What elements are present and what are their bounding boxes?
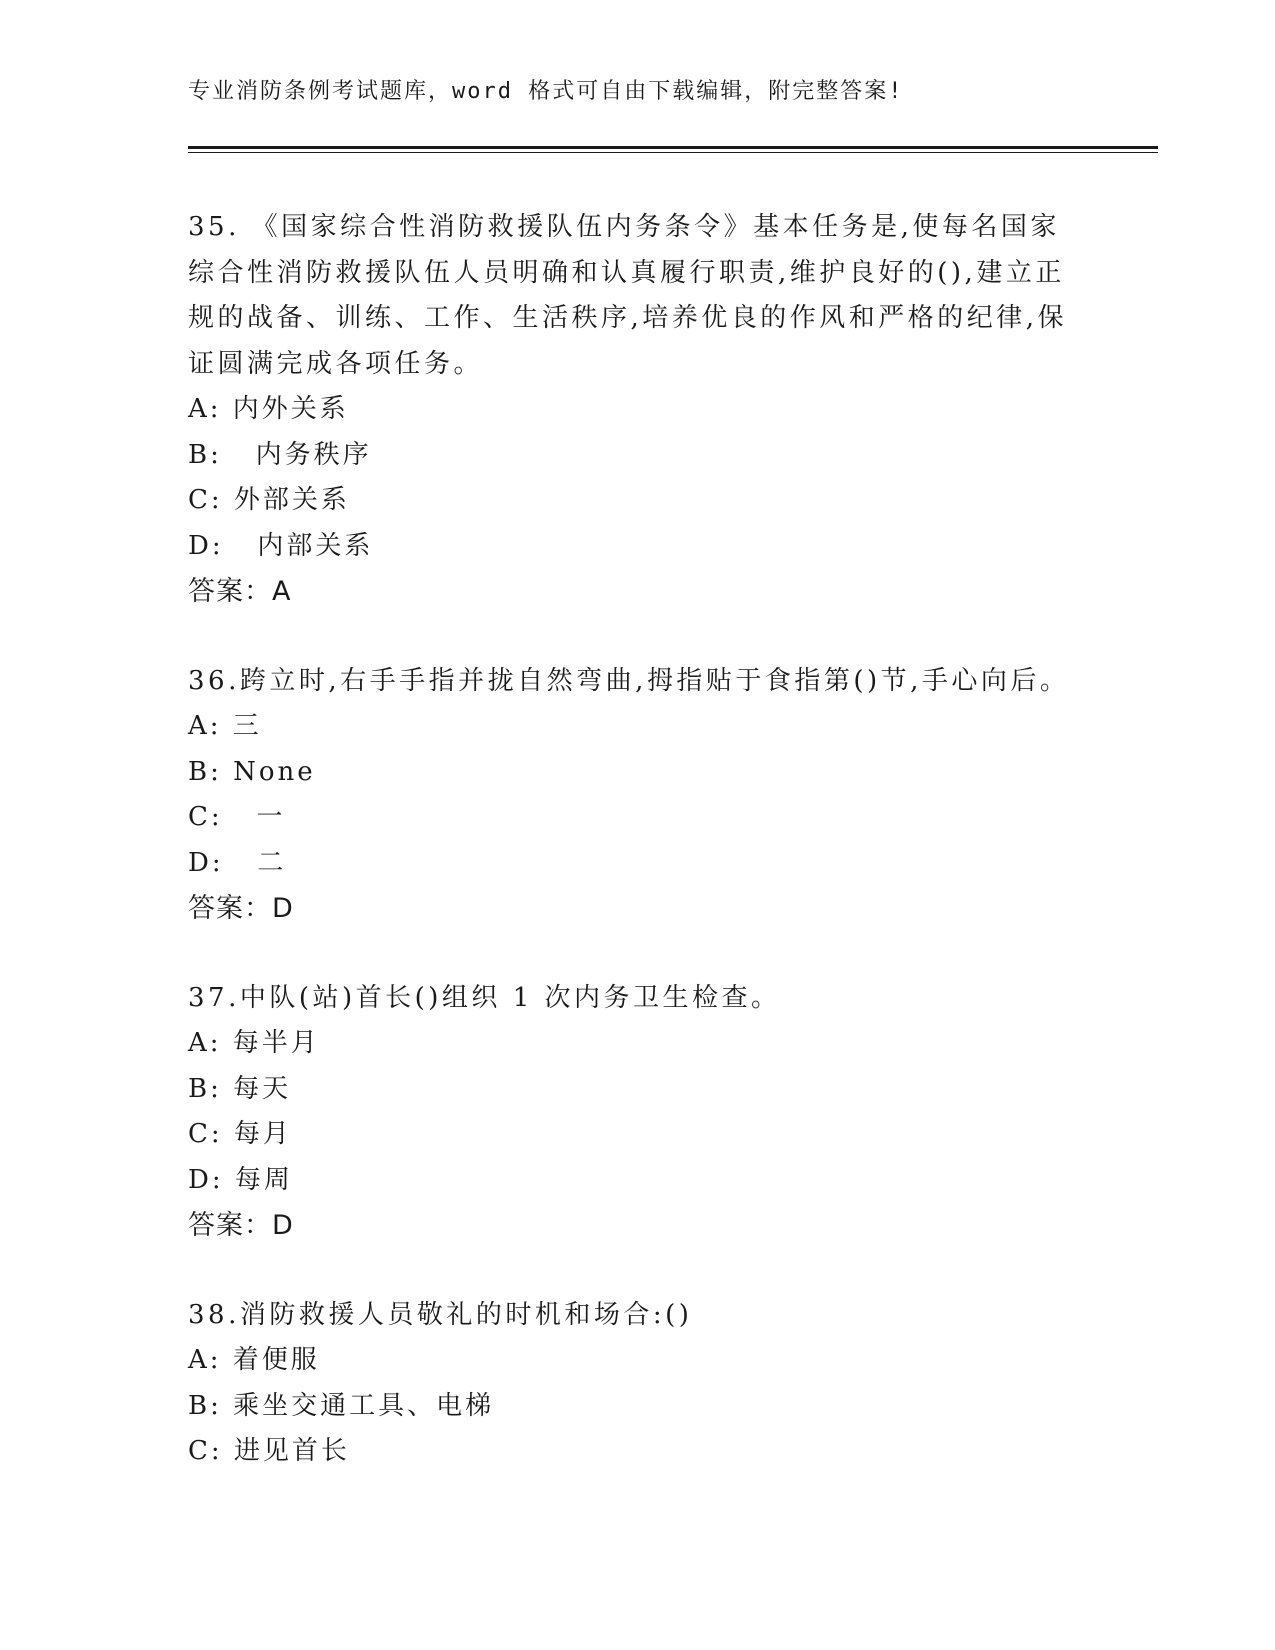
question-stem: 36.跨立时,右手手指并拢自然弯曲,拇指贴于食指第()节,手心向后。 — [188, 665, 1070, 696]
header-rule-thick — [188, 146, 1158, 149]
header-rule-thin — [188, 152, 1158, 153]
option-c: C: 外部关系 — [188, 485, 350, 515]
option-b: B: 每天 — [188, 1073, 292, 1104]
question-35 — [188, 205, 1088, 615]
question-list — [188, 205, 1088, 1519]
option-b: B: None — [188, 756, 316, 787]
question-38 — [188, 1293, 1088, 1475]
option-b: B: 内务秩序 — [188, 439, 372, 470]
option-a: A: 着便服 — [188, 1345, 320, 1375]
question-stem: 37.中队(站)首长()组织 1 次内务卫生检查。 — [188, 982, 781, 1013]
option-d: D: 内部关系 — [188, 530, 374, 561]
question-37 — [188, 976, 1088, 1249]
option-d: D: 每周 — [188, 1164, 293, 1195]
answer-line: 答案：D — [188, 893, 294, 924]
question-stem: 35. 《国家综合性消防救援队伍内务条令》基本任务是,使每名国家综合性消防救援队伍人员明确和认真履行职责,维护良好的(),建立正 规的战备、训练、工作、生活秩序,培养优良的作风和严格的纪律,保证圆满完成各项任务。 — [188, 212, 1068, 379]
option-a: A: 三 — [188, 711, 262, 741]
option-d: D: 二 — [188, 847, 287, 878]
question-stem: 38.消防救援人员敬礼的时机和场合:() — [188, 1299, 693, 1330]
option-c: C: 进见首长 — [188, 1436, 350, 1466]
option-a: A: 内外关系 — [188, 394, 349, 424]
answer-line: 答案：A — [188, 576, 292, 607]
question-36 — [188, 659, 1088, 932]
option-c: C: 每月 — [188, 1119, 292, 1149]
page-header-text: 专业消防条例考试题库，word 格式可自由下载编辑，附完整答案! — [188, 79, 904, 104]
option-a: A: 每半月 — [188, 1028, 320, 1058]
answer-line: 答案：D — [188, 1210, 294, 1241]
option-b: B: 乘坐交通工具、电梯 — [188, 1390, 495, 1421]
option-c: C: 一 — [188, 802, 286, 832]
